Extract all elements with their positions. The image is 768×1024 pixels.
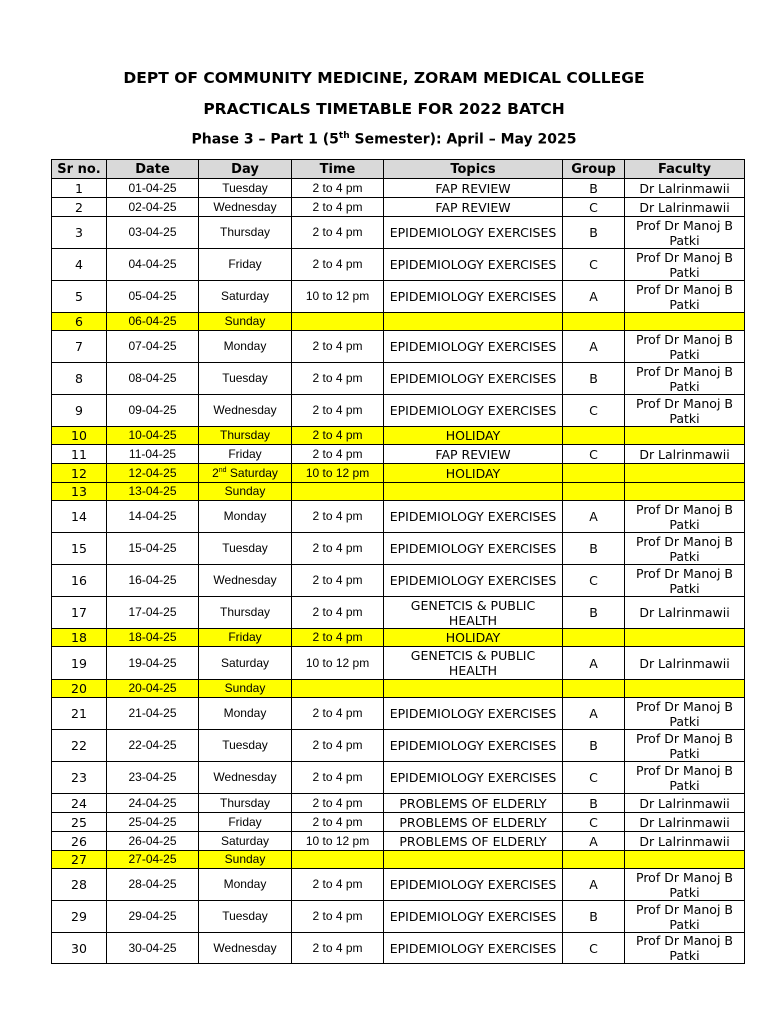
cell-group: C (563, 198, 625, 217)
cell-date: 20-04-25 (107, 680, 199, 698)
table-row (52, 179, 745, 198)
cell-topic: EPIDEMIOLOGY EXERCISES (384, 363, 563, 395)
cell-faculty: Prof Dr Manoj B Patki (625, 217, 745, 249)
cell-date: 27-04-25 (107, 851, 199, 869)
table-row (52, 730, 745, 762)
cell-sr-no: 27 (52, 851, 107, 869)
cell-time: 2 to 4 pm (292, 901, 384, 933)
table-row (52, 533, 745, 565)
day-ordinal-suffix: nd (218, 466, 227, 474)
cell-topic: EPIDEMIOLOGY EXERCISES (384, 730, 563, 762)
table-row (52, 698, 745, 730)
cell-sr-no: 25 (52, 813, 107, 832)
cell-group: A (563, 647, 625, 680)
cell-faculty: Prof Dr Manoj B Patki (625, 281, 745, 313)
cell-faculty: Prof Dr Manoj B Patki (625, 331, 745, 363)
table-row (52, 313, 745, 331)
cell-sr-no: 9 (52, 395, 107, 427)
cell-topic: FAP REVIEW (384, 198, 563, 217)
cell-time: 2 to 4 pm (292, 813, 384, 832)
cell-group: C (563, 762, 625, 794)
cell-faculty: Dr Lalrinmawii (625, 813, 745, 832)
cell-day: Tuesday (199, 363, 292, 395)
cell-group: A (563, 869, 625, 901)
cell-date: 05-04-25 (107, 281, 199, 313)
cell-topic: EPIDEMIOLOGY EXERCISES (384, 901, 563, 933)
table-row (52, 281, 745, 313)
table-row (52, 565, 745, 597)
cell-group: A (563, 281, 625, 313)
cell-sr-no: 15 (52, 533, 107, 565)
cell-date: 22-04-25 (107, 730, 199, 762)
cell-sr-no: 4 (52, 249, 107, 281)
cell-topic: HOLIDAY (384, 629, 563, 647)
cell-sr-no: 28 (52, 869, 107, 901)
cell-time: 2 to 4 pm (292, 698, 384, 730)
cell-time: 10 to 12 pm (292, 647, 384, 680)
cell-time: 10 to 12 pm (292, 281, 384, 313)
cell-time: 2 to 4 pm (292, 794, 384, 813)
cell-day: Tuesday (199, 730, 292, 762)
day-ordinal-number: 2 (212, 465, 219, 480)
cell-time: 2 to 4 pm (292, 198, 384, 217)
cell-day: Thursday (199, 794, 292, 813)
cell-faculty (625, 680, 745, 698)
cell-date: 03-04-25 (107, 217, 199, 249)
phase-subtitle-sup: th (338, 131, 350, 141)
cell-group (563, 483, 625, 501)
cell-day: Tuesday (199, 533, 292, 565)
cell-group: C (563, 445, 625, 464)
cell-time: 2 to 4 pm (292, 869, 384, 901)
cell-group: C (563, 249, 625, 281)
cell-group (563, 629, 625, 647)
table-row (52, 629, 745, 647)
cell-faculty: Prof Dr Manoj B Patki (625, 869, 745, 901)
cell-sr-no: 24 (52, 794, 107, 813)
cell-group: A (563, 832, 625, 851)
cell-date: 26-04-25 (107, 832, 199, 851)
cell-date: 07-04-25 (107, 331, 199, 363)
cell-group: B (563, 363, 625, 395)
cell-time: 2 to 4 pm (292, 501, 384, 533)
cell-faculty: Prof Dr Manoj B Patki (625, 901, 745, 933)
cell-date: 23-04-25 (107, 762, 199, 794)
cell-date: 13-04-25 (107, 483, 199, 501)
cell-faculty: Prof Dr Manoj B Patki (625, 249, 745, 281)
cell-sr-no: 21 (52, 698, 107, 730)
cell-faculty: Dr Lalrinmawii (625, 597, 745, 629)
cell-date: 02-04-25 (107, 198, 199, 217)
cell-time: 2 to 4 pm (292, 762, 384, 794)
cell-day (199, 464, 292, 483)
cell-time (292, 483, 384, 501)
cell-time: 2 to 4 pm (292, 363, 384, 395)
cell-time (292, 680, 384, 698)
table-row (52, 680, 745, 698)
cell-faculty (625, 427, 745, 445)
cell-topic: EPIDEMIOLOGY EXERCISES (384, 395, 563, 427)
cell-sr-no: 26 (52, 832, 107, 851)
table-row (52, 198, 745, 217)
col-header-topics: Topics (384, 160, 563, 179)
cell-faculty: Prof Dr Manoj B Patki (625, 698, 745, 730)
cell-faculty: Prof Dr Manoj B Patki (625, 533, 745, 565)
cell-sr-no: 14 (52, 501, 107, 533)
cell-topic: EPIDEMIOLOGY EXERCISES (384, 933, 563, 964)
table-row (52, 249, 745, 281)
cell-day: Friday (199, 445, 292, 464)
cell-group: B (563, 217, 625, 249)
cell-faculty: Prof Dr Manoj B Patki (625, 395, 745, 427)
timetable-body (52, 179, 745, 964)
col-header-sr: Sr no. (52, 160, 107, 179)
cell-sr-no: 23 (52, 762, 107, 794)
cell-topic (384, 680, 563, 698)
cell-group: B (563, 533, 625, 565)
cell-group (563, 427, 625, 445)
table-row (52, 395, 745, 427)
table-row (52, 901, 745, 933)
cell-day: Sunday (199, 680, 292, 698)
cell-faculty: Prof Dr Manoj B Patki (625, 565, 745, 597)
cell-time: 10 to 12 pm (292, 464, 384, 483)
cell-group: C (563, 933, 625, 964)
cell-topic (384, 483, 563, 501)
cell-day: Monday (199, 331, 292, 363)
cell-time: 2 to 4 pm (292, 533, 384, 565)
cell-day: Friday (199, 813, 292, 832)
cell-faculty: Prof Dr Manoj B Patki (625, 933, 745, 964)
cell-day: Sunday (199, 313, 292, 331)
cell-day: Monday (199, 869, 292, 901)
cell-day: Thursday (199, 217, 292, 249)
cell-date: 17-04-25 (107, 597, 199, 629)
cell-faculty: Dr Lalrinmawii (625, 832, 745, 851)
cell-date: 08-04-25 (107, 363, 199, 395)
cell-sr-no: 1 (52, 179, 107, 198)
cell-faculty (625, 464, 745, 483)
cell-time: 2 to 4 pm (292, 395, 384, 427)
cell-topic: FAP REVIEW (384, 179, 563, 198)
cell-faculty (625, 629, 745, 647)
cell-time: 2 to 4 pm (292, 179, 384, 198)
cell-day: Tuesday (199, 901, 292, 933)
cell-faculty: Prof Dr Manoj B Patki (625, 501, 745, 533)
cell-time: 2 to 4 pm (292, 597, 384, 629)
cell-sr-no: 6 (52, 313, 107, 331)
cell-topic: EPIDEMIOLOGY EXERCISES (384, 217, 563, 249)
table-row (52, 647, 745, 680)
cell-topic: HOLIDAY (384, 427, 563, 445)
cell-time: 2 to 4 pm (292, 217, 384, 249)
cell-date: 11-04-25 (107, 445, 199, 464)
cell-group (563, 680, 625, 698)
cell-day: Wednesday (199, 762, 292, 794)
cell-day: Sunday (199, 483, 292, 501)
cell-date: 16-04-25 (107, 565, 199, 597)
timetable (51, 159, 745, 964)
table-row (52, 427, 745, 445)
cell-faculty (625, 851, 745, 869)
cell-topic: GENETCIS & PUBLIC HEALTH (384, 647, 563, 680)
cell-group: B (563, 730, 625, 762)
cell-date: 24-04-25 (107, 794, 199, 813)
cell-topic: EPIDEMIOLOGY EXERCISES (384, 565, 563, 597)
cell-date: 06-04-25 (107, 313, 199, 331)
col-header-date: Date (107, 160, 199, 179)
cell-topic: EPIDEMIOLOGY EXERCISES (384, 281, 563, 313)
cell-time: 2 to 4 pm (292, 933, 384, 964)
cell-day: Saturday (199, 281, 292, 313)
table-row (52, 483, 745, 501)
cell-sr-no: 22 (52, 730, 107, 762)
cell-topic: EPIDEMIOLOGY EXERCISES (384, 501, 563, 533)
cell-day: Monday (199, 501, 292, 533)
cell-faculty: Prof Dr Manoj B Patki (625, 730, 745, 762)
cell-time (292, 851, 384, 869)
table-row (52, 933, 745, 964)
cell-day: Wednesday (199, 198, 292, 217)
cell-date: 14-04-25 (107, 501, 199, 533)
cell-sr-no: 19 (52, 647, 107, 680)
cell-date: 12-04-25 (107, 464, 199, 483)
cell-group: A (563, 698, 625, 730)
cell-topic: GENETCIS & PUBLIC HEALTH (384, 597, 563, 629)
cell-day: Sunday (199, 851, 292, 869)
cell-group: B (563, 179, 625, 198)
cell-date: 18-04-25 (107, 629, 199, 647)
cell-group: B (563, 597, 625, 629)
cell-date: 04-04-25 (107, 249, 199, 281)
department-title: DEPT OF COMMUNITY MEDICINE, ZORAM MEDICAL COLLEGE (123, 69, 645, 87)
cell-time: 2 to 4 pm (292, 629, 384, 647)
cell-topic: EPIDEMIOLOGY EXERCISES (384, 331, 563, 363)
cell-time: 2 to 4 pm (292, 427, 384, 445)
table-row (52, 794, 745, 813)
cell-date: 21-04-25 (107, 698, 199, 730)
day-name: Saturday (229, 465, 278, 480)
cell-faculty: Prof Dr Manoj B Patki (625, 762, 745, 794)
phase-subtitle-pre: Phase 3 – Part 1 (5 (191, 131, 339, 148)
cell-group (563, 851, 625, 869)
cell-faculty: Prof Dr Manoj B Patki (625, 363, 745, 395)
table-row (52, 762, 745, 794)
cell-day: Tuesday (199, 179, 292, 198)
cell-group: C (563, 395, 625, 427)
cell-group: C (563, 565, 625, 597)
cell-sr-no: 29 (52, 901, 107, 933)
cell-topic: EPIDEMIOLOGY EXERCISES (384, 698, 563, 730)
cell-date: 29-04-25 (107, 901, 199, 933)
table-row (52, 464, 745, 483)
cell-group: B (563, 901, 625, 933)
cell-group: C (563, 813, 625, 832)
col-header-faculty: Faculty (625, 160, 745, 179)
table-header-row (52, 160, 745, 179)
cell-faculty (625, 313, 745, 331)
cell-sr-no: 3 (52, 217, 107, 249)
cell-topic: PROBLEMS OF ELDERLY (384, 832, 563, 851)
cell-faculty: Dr Lalrinmawii (625, 179, 745, 198)
cell-date: 01-04-25 (107, 179, 199, 198)
cell-sr-no: 8 (52, 363, 107, 395)
cell-sr-no: 12 (52, 464, 107, 483)
cell-sr-no: 30 (52, 933, 107, 964)
cell-date: 19-04-25 (107, 647, 199, 680)
cell-date: 15-04-25 (107, 533, 199, 565)
cell-date: 25-04-25 (107, 813, 199, 832)
cell-sr-no: 18 (52, 629, 107, 647)
cell-topic: EPIDEMIOLOGY EXERCISES (384, 762, 563, 794)
cell-sr-no: 10 (52, 427, 107, 445)
cell-faculty (625, 483, 745, 501)
cell-faculty: Dr Lalrinmawii (625, 198, 745, 217)
cell-group: A (563, 501, 625, 533)
phase-subtitle-post: Semester): April – May 2025 (349, 131, 577, 148)
cell-faculty: Dr Lalrinmawii (625, 445, 745, 464)
phase-subtitle (0, 131, 768, 148)
cell-sr-no: 20 (52, 680, 107, 698)
cell-day: Monday (199, 698, 292, 730)
cell-sr-no: 7 (52, 331, 107, 363)
cell-day: Thursday (199, 427, 292, 445)
cell-topic: FAP REVIEW (384, 445, 563, 464)
cell-day: Wednesday (199, 933, 292, 964)
cell-sr-no: 17 (52, 597, 107, 629)
cell-day: Friday (199, 249, 292, 281)
cell-day: Saturday (199, 832, 292, 851)
cell-day: Friday (199, 629, 292, 647)
col-header-day: Day (199, 160, 292, 179)
cell-sr-no: 13 (52, 483, 107, 501)
cell-time: 2 to 4 pm (292, 445, 384, 464)
cell-topic: PROBLEMS OF ELDERLY (384, 813, 563, 832)
col-header-group: Group (563, 160, 625, 179)
timetable-title: PRACTICALS TIMETABLE FOR 2022 BATCH (203, 100, 565, 118)
cell-time: 2 to 4 pm (292, 249, 384, 281)
cell-sr-no: 5 (52, 281, 107, 313)
cell-topic: HOLIDAY (384, 464, 563, 483)
table-row (52, 331, 745, 363)
cell-time: 2 to 4 pm (292, 730, 384, 762)
table-row (52, 869, 745, 901)
cell-day: Wednesday (199, 395, 292, 427)
cell-time: 10 to 12 pm (292, 832, 384, 851)
cell-sr-no: 2 (52, 198, 107, 217)
cell-topic: EPIDEMIOLOGY EXERCISES (384, 869, 563, 901)
cell-date: 28-04-25 (107, 869, 199, 901)
cell-group: A (563, 331, 625, 363)
cell-group: B (563, 794, 625, 813)
table-row (52, 832, 745, 851)
cell-topic: PROBLEMS OF ELDERLY (384, 794, 563, 813)
cell-time (292, 313, 384, 331)
cell-sr-no: 16 (52, 565, 107, 597)
cell-group (563, 464, 625, 483)
cell-topic: EPIDEMIOLOGY EXERCISES (384, 533, 563, 565)
col-header-time: Time (292, 160, 384, 179)
cell-topic (384, 851, 563, 869)
table-row (52, 851, 745, 869)
cell-date: 30-04-25 (107, 933, 199, 964)
cell-day: Wednesday (199, 565, 292, 597)
table-row (52, 813, 745, 832)
cell-date: 10-04-25 (107, 427, 199, 445)
cell-day: Thursday (199, 597, 292, 629)
cell-sr-no: 11 (52, 445, 107, 464)
cell-topic (384, 313, 563, 331)
table-row (52, 217, 745, 249)
cell-topic: EPIDEMIOLOGY EXERCISES (384, 249, 563, 281)
cell-day: Saturday (199, 647, 292, 680)
table-row (52, 363, 745, 395)
table-row (52, 501, 745, 533)
table-row (52, 597, 745, 629)
cell-faculty: Dr Lalrinmawii (625, 647, 745, 680)
cell-faculty: Dr Lalrinmawii (625, 794, 745, 813)
cell-group (563, 313, 625, 331)
cell-time: 2 to 4 pm (292, 331, 384, 363)
cell-date: 09-04-25 (107, 395, 199, 427)
table-row (52, 445, 745, 464)
cell-time: 2 to 4 pm (292, 565, 384, 597)
